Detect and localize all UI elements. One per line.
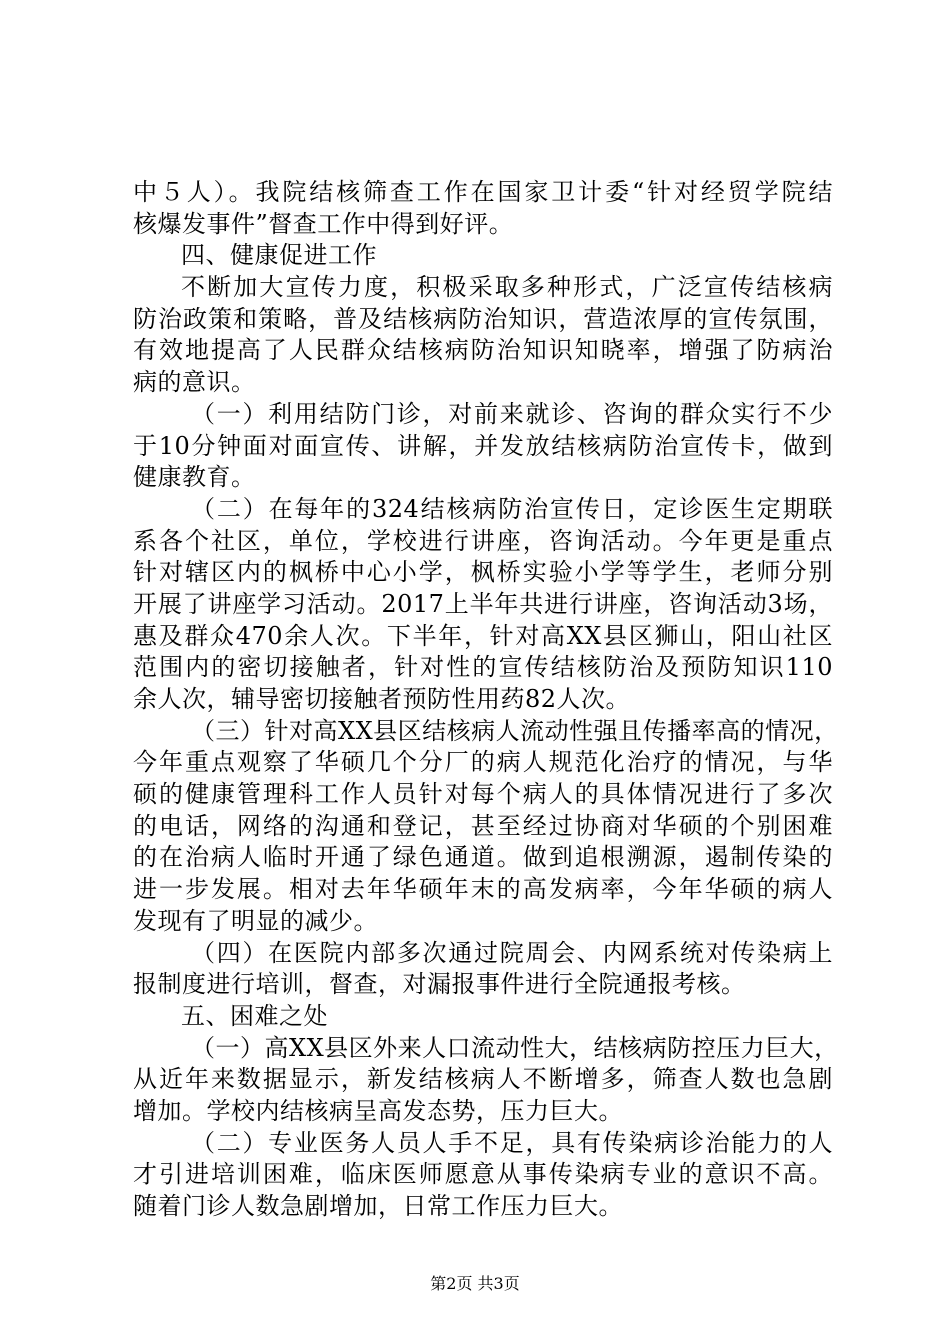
body-line: 报制度进行培训，督查，对漏报事件进行全院通报考核。 <box>133 970 746 999</box>
body-line: 范围内的密切接触者，针对性的宣传结核防治及预防知识110 <box>133 653 833 682</box>
body-line: 于10分钟面对面宣传、讲解，并发放结核病防治宣传卡，做到 <box>133 431 833 460</box>
body-line: 增加。学校内结核病呈高发态势，压力巨大。 <box>133 1096 623 1125</box>
body-line: （一）高XX县区外来人口流动性大，结核病防控压力巨大， <box>191 1033 839 1062</box>
body-line: 进一步发展。相对去年华硕年末的高发病率，今年华硕的病人 <box>133 875 833 904</box>
body-line: （二）在每年的324结核病防治宣传日，定诊医生定期联 <box>191 494 833 523</box>
body-line: 的在治病人临时开通了绿色通道。做到追根溯源，遏制传染的 <box>133 843 833 872</box>
body-line: 随着门诊人数急剧增加，日常工作压力巨大。 <box>133 1192 623 1220</box>
body-line: 系各个社区，单位，学校进行讲座，咨询活动。今年更是重点 <box>133 526 833 555</box>
body-line: 中５人）。我院结核筛查工作在国家卫计委“针对经贸学院结 <box>133 178 833 206</box>
body-line: 有效地提高了人民群众结核病防治知识知晓率，增强了防病治 <box>133 336 833 365</box>
body-line: 从近年来数据显示，新发结核病人不断增多，筛查人数也急剧 <box>133 1065 833 1094</box>
body-line: 针对辖区内的枫桥中心小学，枫桥实验小学等学生，老师分别 <box>133 558 833 587</box>
body-line: 健康教育。 <box>133 463 256 492</box>
body-line: 的电话，网络的沟通和登记，甚至经过协商对华硕的个别困难 <box>133 811 833 840</box>
body-line: 硕的健康管理科工作人员针对每个病人的具体情况进行了多次 <box>133 780 833 809</box>
body-line: 发现有了明显的减少。 <box>133 906 378 935</box>
body-line: 余人次，辅导密切接触者预防性用药82人次。 <box>133 685 631 713</box>
body-line: （一）利用结防门诊，对前来就诊、咨询的群众实行不少 <box>191 399 833 428</box>
body-line: 开展了讲座学习活动。2017上半年共进行讲座，咨询活动3场， <box>133 589 833 618</box>
section-heading: 四、健康促进工作 <box>181 241 377 270</box>
body-line: 今年重点观察了华硕几个分厂的病人规范化治疗的情况，与华 <box>133 748 833 777</box>
page-number-footer: 第2页 共3页 <box>430 1274 520 1293</box>
body-line: 病的意识。 <box>133 368 256 397</box>
body-line: 才引进培训困难，临床医师愿意从事传染病专业的意识不高。 <box>133 1160 833 1189</box>
body-line: 核爆发事件”督查工作中得到好评。 <box>133 209 514 238</box>
body-line: （二）专业医务人员人手不足，具有传染病诊治能力的人 <box>191 1128 833 1157</box>
body-line: （四）在医院内部多次通过院周会、内网系统对传染病上 <box>191 938 833 967</box>
body-line: 不断加大宣传力度，积极采取多种形式，广泛宣传结核病 <box>181 273 833 302</box>
body-line: 防治政策和策略，普及结核病防治知识，营造浓厚的宣传氛围， <box>133 304 833 333</box>
body-line: 惠及群众470余人次。下半年，针对高XX县区狮山，阳山社区 <box>133 621 833 650</box>
body-line: （三）针对高XX县区结核病人流动性强且传播率高的情况， <box>191 716 839 745</box>
section-heading: 五、困难之处 <box>181 1001 328 1030</box>
document-body <box>133 177 839 1223</box>
